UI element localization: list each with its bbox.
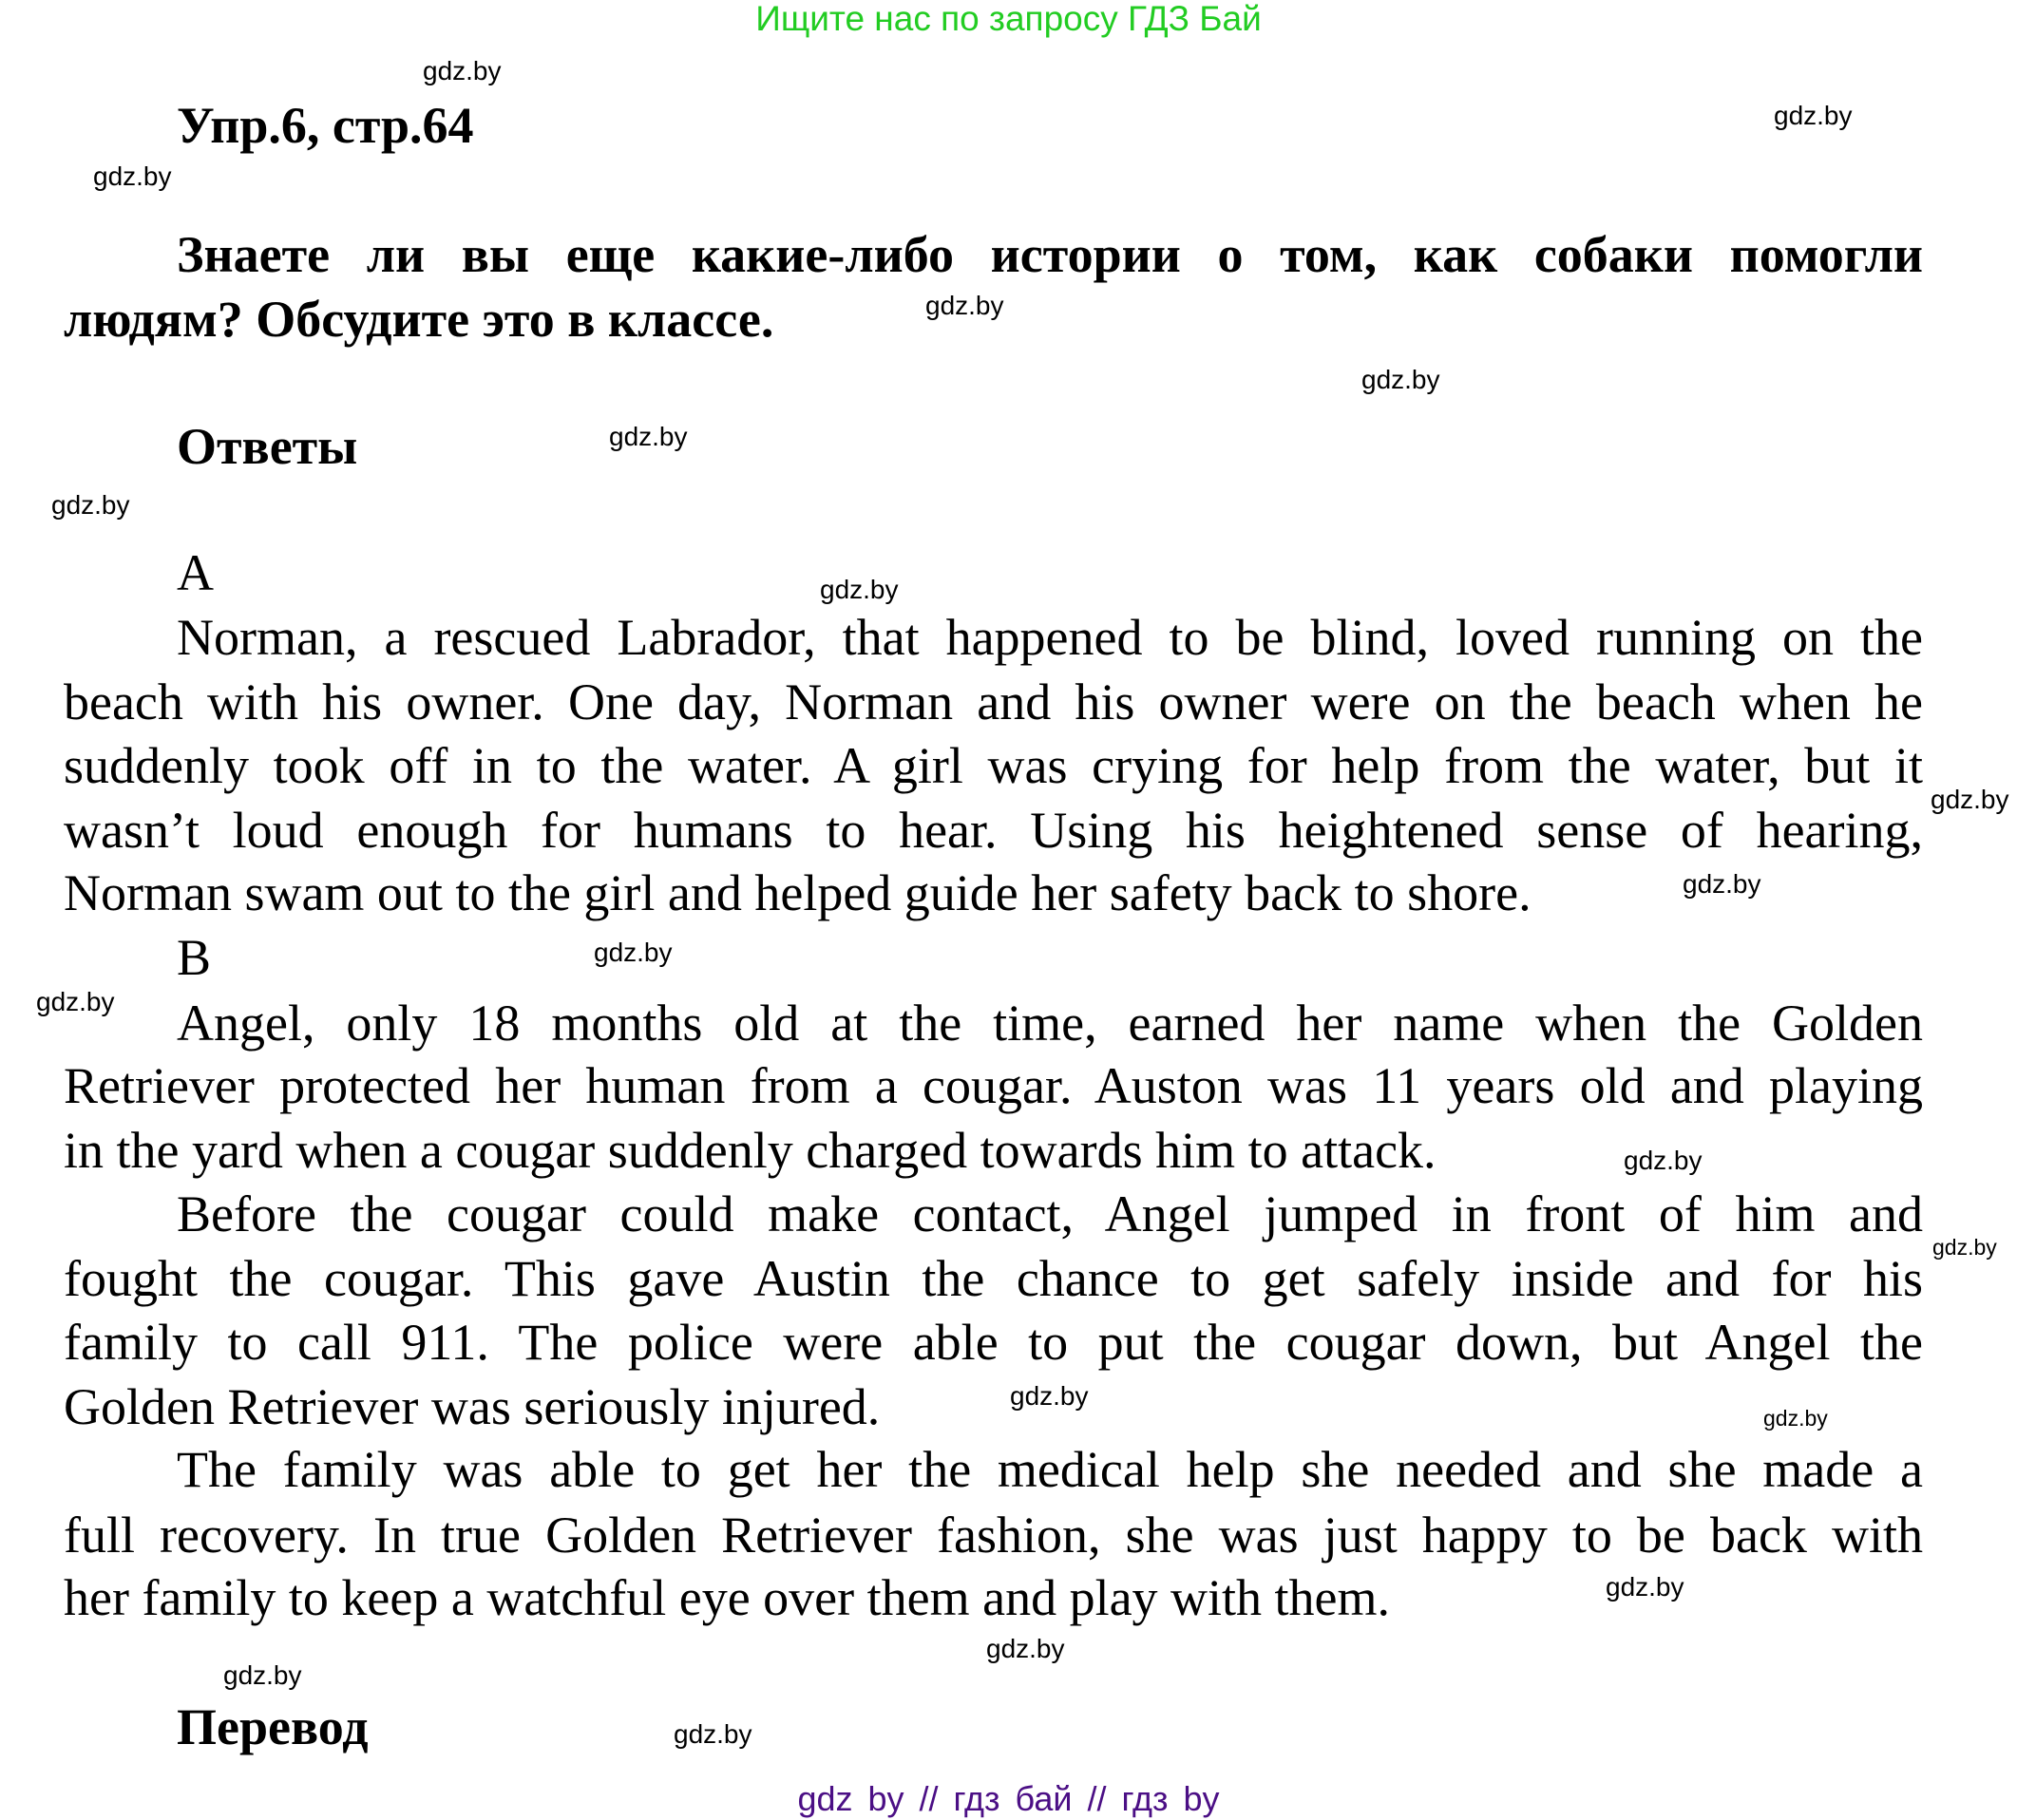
watermark: gdz.by (51, 490, 130, 520)
section-a-label: A (177, 544, 214, 601)
footer-links[interactable]: gdz by // гдз бай // гдз by (797, 1779, 1220, 1818)
text-line: The family was able to get her the medical help she needed and she made a (177, 1441, 1923, 1498)
watermark: gdz.by (36, 987, 115, 1016)
watermark: gdz.by (1683, 869, 1761, 899)
watermark: gdz.by (594, 938, 673, 967)
section-b-label: B (177, 929, 212, 986)
watermark: gdz.by (1606, 1572, 1684, 1602)
text-line: in the yard when a cougar suddenly charged towards him to attack. (64, 1122, 1437, 1179)
watermark: gdz.by (1931, 785, 2009, 814)
search-banner[interactable]: Ищите нас по запросу ГДЗ Бай (755, 0, 1262, 38)
watermark: gdz.by (674, 1719, 752, 1749)
text-line: her family to keep a watchful eye over them and play with them. (64, 1569, 1391, 1626)
watermark: gdz.by (1624, 1146, 1703, 1175)
watermark: gdz.by (820, 575, 899, 604)
text-line: Before the cougar could make contact, Angel jumped in front of him and (177, 1185, 1923, 1242)
text-line: wasn’t loud enough for humans to hear. Using his heightened sense of hearing, (64, 802, 1923, 859)
watermark: gdz.by (1010, 1381, 1089, 1411)
watermark: gdz.by (1932, 1235, 1997, 1260)
text-line: fought the cougar. This gave Austin the chance to get safely inside and for his (64, 1250, 1923, 1307)
watermark: gdz.by (1763, 1406, 1828, 1431)
page-title: Упр.6, стр.64 (177, 97, 474, 154)
watermark: gdz.by (609, 422, 688, 451)
watermark: gdz.by (93, 161, 172, 191)
answers-heading: Ответы (177, 418, 358, 475)
text-line: family to call 911. The police were able to put the cougar down, but Angel the (64, 1314, 1923, 1371)
translation-heading: Перевод (177, 1698, 369, 1755)
question-line: людям? Обсудите это в классе. (64, 291, 774, 348)
watermark: gdz.by (1774, 101, 1853, 130)
watermark: gdz.by (1361, 365, 1440, 394)
text-line: Norman swam out to the girl and helped guide her safety back to shore. (64, 864, 1532, 921)
watermark: gdz.by (223, 1660, 302, 1690)
question-line: Знаете ли вы еще какие-либо истории о том, как собаки помогли (177, 226, 1923, 283)
watermark: gdz.by (925, 291, 1004, 320)
text-line: Golden Retriever was seriously injured. (64, 1378, 881, 1435)
text-line: beach with his owner. One day, Norman and his owner were on the beach when he (64, 673, 1923, 730)
text-line: full recovery. In true Golden Retriever fashion, she was just happy to be back with (64, 1507, 1923, 1564)
text-line: Retriever protected her human from a cougar. Auston was 11 years old and playing (64, 1057, 1923, 1114)
watermark: gdz.by (986, 1634, 1065, 1663)
text-line: Norman, a rescued Labrador, that happened to be blind, loved running on the (177, 609, 1923, 666)
text-line: Angel, only 18 months old at the time, earned her name when the Golden (177, 995, 1923, 1052)
watermark: gdz.by (423, 56, 502, 85)
text-line: suddenly took off in to the water. A girl was crying for help from the water, but it (64, 737, 1923, 794)
